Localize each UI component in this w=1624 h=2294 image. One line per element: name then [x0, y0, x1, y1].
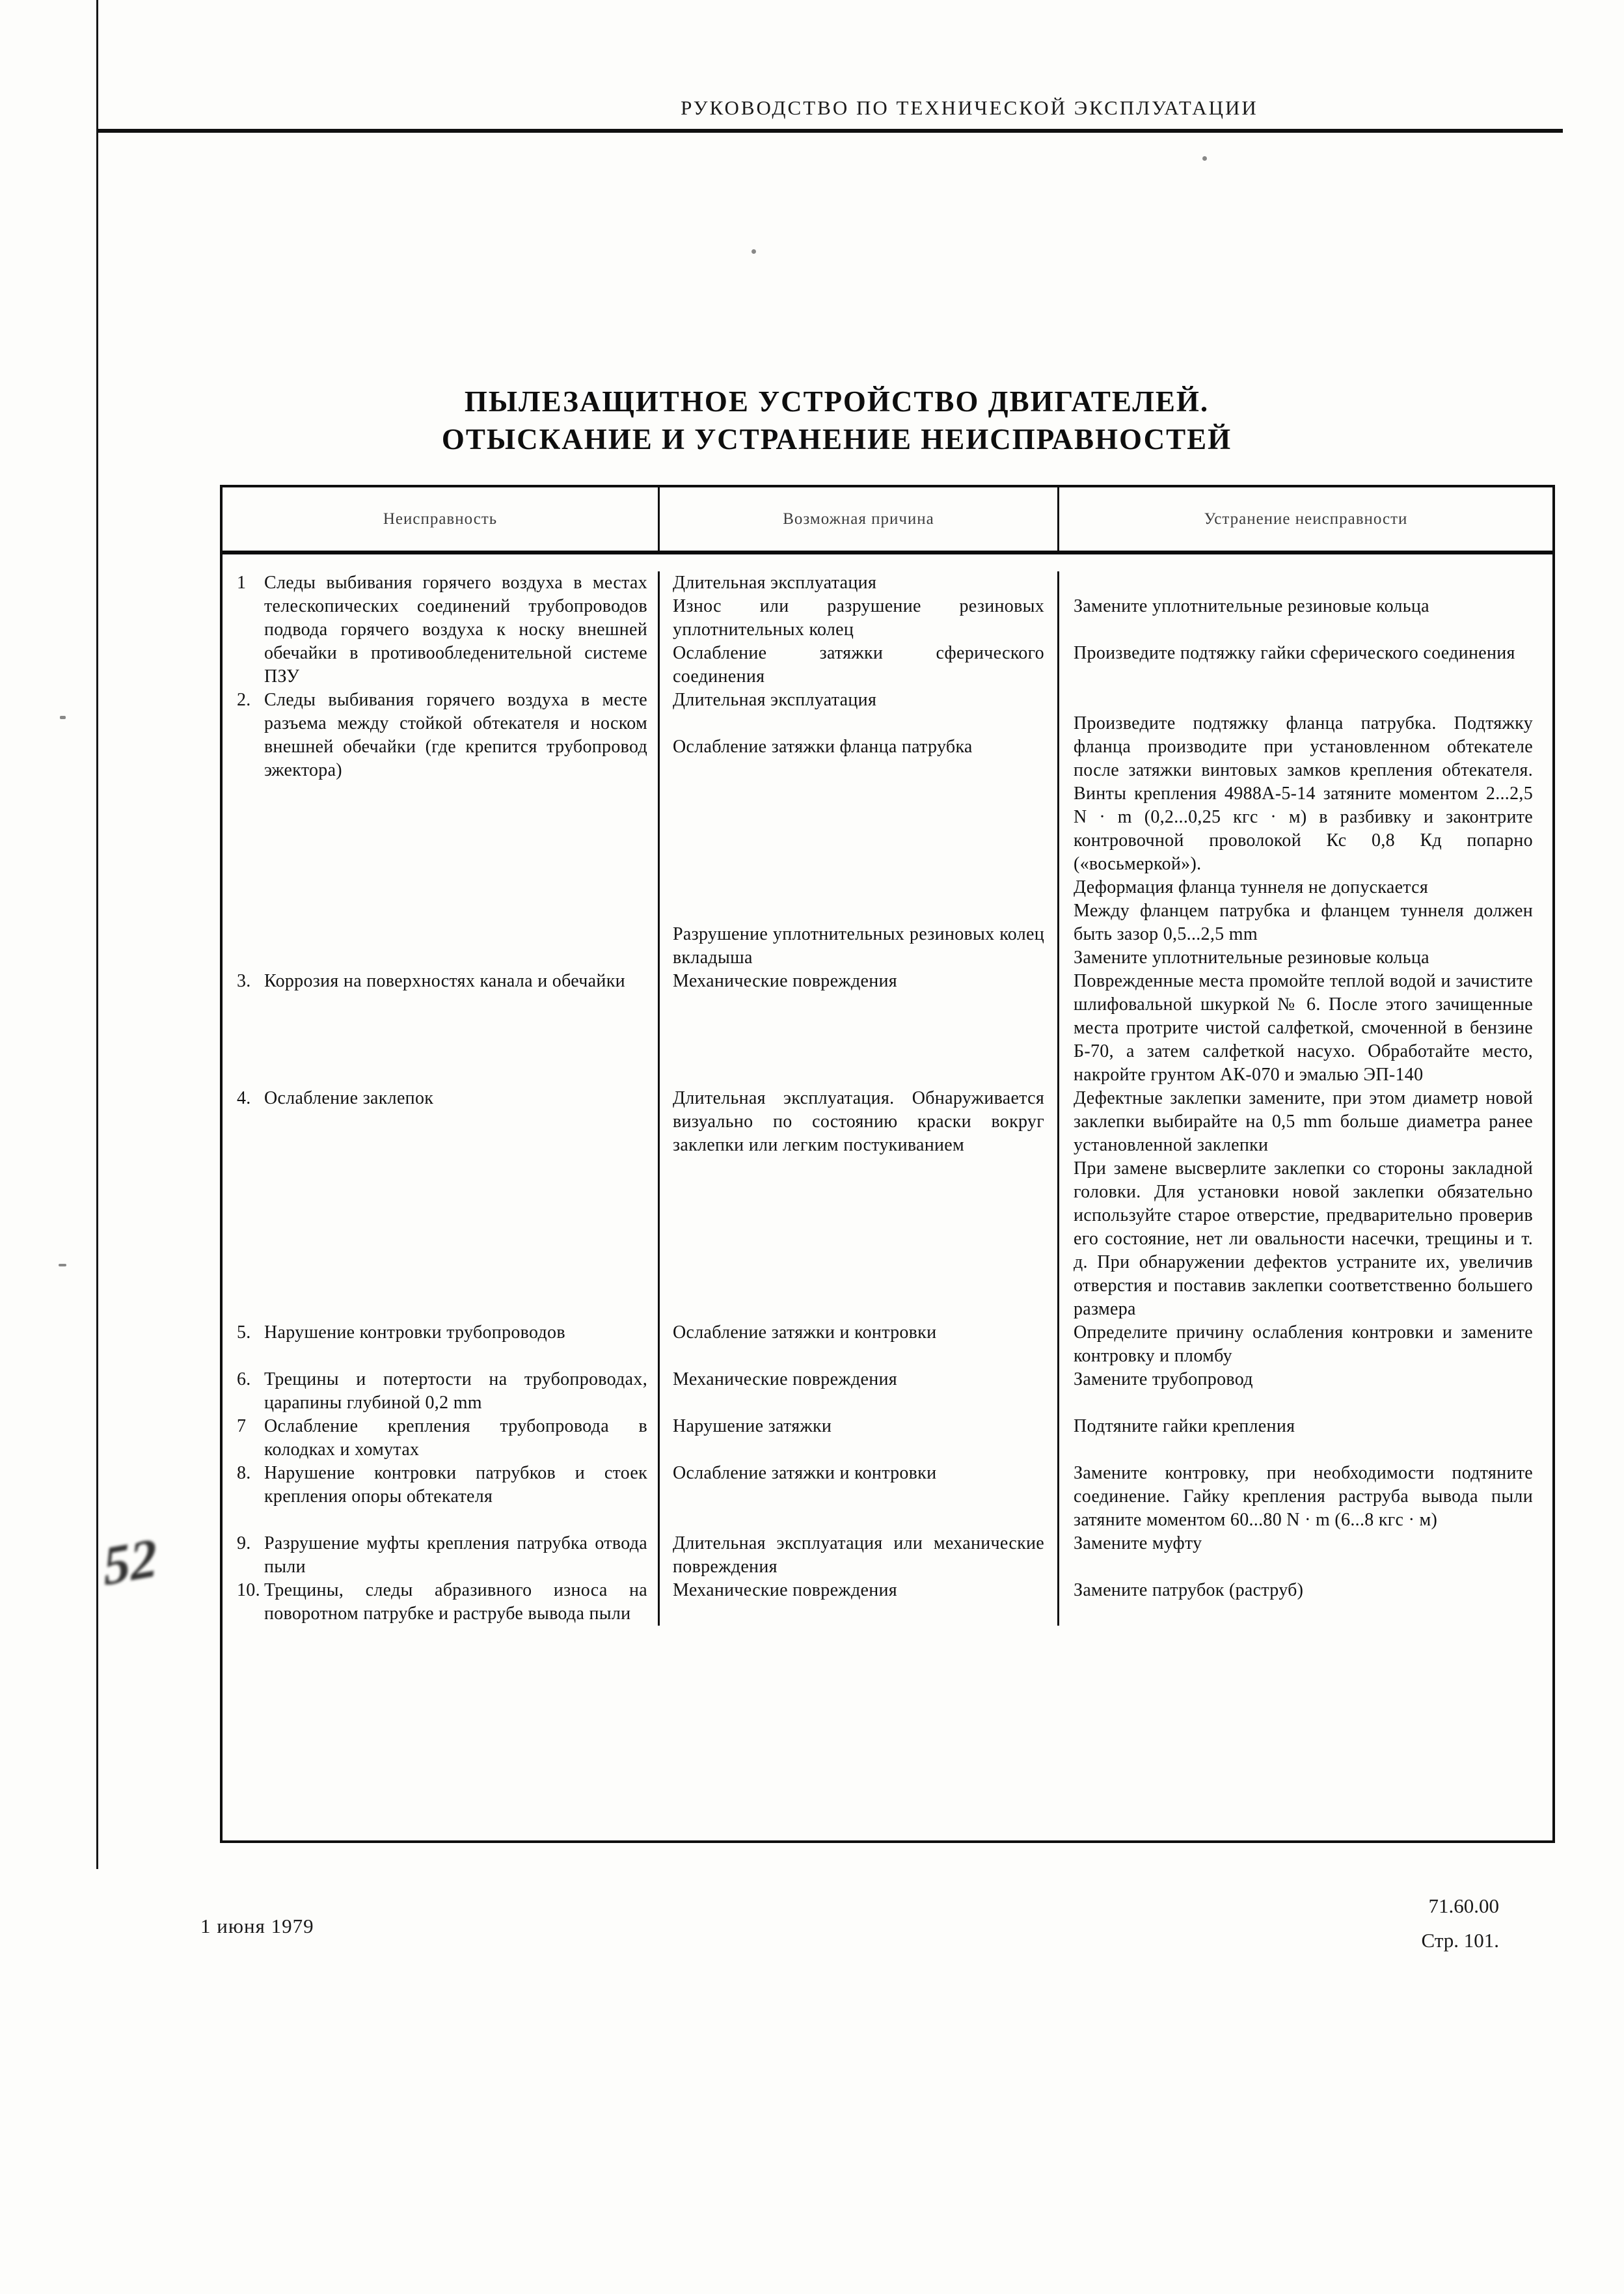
- page-title: [169, 383, 1504, 458]
- remedies-cell: [1059, 689, 1552, 970]
- handwritten-margin-note: 52: [101, 1527, 159, 1598]
- scan-speck: [1202, 156, 1207, 161]
- remedy-paragraph: Замените уплотнительные резиновые кольца: [1074, 948, 1429, 968]
- scan-speck: [751, 249, 756, 254]
- fault-cell: [223, 970, 660, 1087]
- spacer: [673, 782, 1044, 806]
- spacer: [673, 899, 1044, 923]
- cause-paragraph: Ослабление затяжки и контровки: [673, 1463, 937, 1483]
- fault-cell: [223, 1368, 660, 1415]
- cause-paragraph: Ослабление затяжки и контровки: [673, 1322, 937, 1343]
- remedy-paragraph: Дефектные заклепки замените, при этом диаметр новой заклепки выбирайте на 0,5 mm больше диаметра ранее установленной заклепки: [1074, 1088, 1533, 1155]
- scan-speck: [59, 1264, 66, 1266]
- fault-text: Ослабление крепления трубопровода в колодках и хомутах: [264, 1416, 647, 1460]
- spacer: [1074, 618, 1533, 642]
- remedies-cell: [1059, 1368, 1552, 1415]
- causes-cell: [660, 689, 1059, 970]
- table-row: [223, 1321, 1552, 1368]
- fault-text: Коррозия на поверхностях канала и обечайки: [264, 971, 625, 991]
- fault-text: Следы выбивания горячего воздуха в местах телескопических соединений трубопроводов подвода горячего воздуха к носку внешней обечайки в противообледенительной системе ПЗУ: [264, 573, 647, 687]
- fault-cell: [223, 1415, 660, 1462]
- cause-paragraph: Длительная эксплуатация. Обнаруживается визуально по состоянию краски вокруг заклепки или легким постукиванием: [673, 1088, 1044, 1155]
- table-row: [223, 1415, 1552, 1462]
- table-header-row: [223, 487, 1552, 554]
- table-row: [223, 1462, 1552, 1532]
- fault-number: 6.: [237, 1369, 251, 1389]
- column-header-remedy: Устранение неисправности: [1204, 510, 1408, 528]
- remedies-cell: [1059, 1415, 1552, 1462]
- fault-number: 5.: [237, 1322, 251, 1343]
- fault-cell: [223, 1321, 660, 1368]
- remedy-paragraph: Между фланцем патрубка и фланцем туннеля должен быть зазор 0,5...2,5 mm: [1074, 901, 1533, 944]
- cause-paragraph: Длительная эксплуатация или механические повреждения: [673, 1533, 1044, 1577]
- remedies-cell: [1059, 1087, 1552, 1321]
- fault-number: 8.: [237, 1463, 251, 1483]
- doc-number: 71.60.00: [1428, 1894, 1499, 1917]
- causes-cell: [660, 1532, 1059, 1579]
- causes-cell: [660, 1321, 1059, 1368]
- remedies-cell: [1059, 1462, 1552, 1532]
- remedy-paragraph: При замене высверлите заклепки со стороны закладной головки. Для установки новой заклепки обязательно используйте старое отверстие, предварительно проверив его состояние, нет ли овальности насечки, трещины и т. д. При обнаружении дефектов устраните их, увеличив отверстия и поставив заклепки соответственно большего размера: [1074, 1158, 1533, 1319]
- remedy-paragraph: Произведите подтяжку фланца патрубка. Подтяжку фланца производите при установленном обтекателе после затяжки винтовых замков крепления обтекателя. Винты крепления 4988А-5-14 затяните моментом 2...2,5 N · m (0,2...0,25 кгс · м) в разбивку и законтрите контровочной проволокой Кс 0,8 Кд попарно («восьмеркой»).: [1074, 713, 1533, 874]
- cause-paragraph: Разрушение уплотнительных резиновых колец вкладыша: [673, 924, 1044, 968]
- left-margin-rule: [96, 0, 98, 1869]
- causes-cell: [660, 1579, 1059, 1626]
- fault-number: 1: [237, 573, 247, 593]
- fault-number: 2.: [237, 690, 251, 710]
- fault-cell: [223, 571, 660, 689]
- spacer: [1074, 571, 1533, 595]
- fault-text: Следы выбивания горячего воздуха в месте разъема между стойкой обтекателя и носком внешней обечайки (где крепится трубопровод эжектора): [264, 690, 647, 780]
- remedy-paragraph: Произведите подтяжку гайки сферического соединения: [1074, 643, 1515, 663]
- remedy-paragraph: Деформация фланца туннеля не допускается: [1074, 877, 1429, 897]
- remedies-cell: [1059, 571, 1552, 689]
- fault-number: 9.: [237, 1533, 251, 1553]
- table-row: [223, 1368, 1552, 1415]
- header-rule: [98, 129, 1563, 133]
- troubleshooting-table: [220, 485, 1555, 1843]
- remedy-paragraph: Замените уплотнительные резиновые кольца: [1074, 596, 1429, 616]
- cause-paragraph: Длительная эксплуатация: [673, 573, 877, 593]
- running-header: РУКОВОДСТВО ПО ТЕХНИЧЕСКОЙ ЭКСПЛУАТАЦИИ: [681, 96, 1258, 119]
- cause-paragraph: Ослабление затяжки фланца патрубка: [673, 737, 973, 757]
- table-row: [223, 689, 1552, 970]
- page-title-line2: ОТЫСКАНИЕ И УСТРАНЕНИЕ НЕИСПРАВНОСТЕЙ: [441, 423, 1232, 456]
- table-row: [223, 1087, 1552, 1321]
- fault-number: 3.: [237, 971, 251, 991]
- fault-text: Трещины, следы абразивного износа на поворотном патрубке и раструбе вывода пыли: [264, 1580, 647, 1624]
- fault-number: 10.: [237, 1580, 260, 1600]
- fault-cell: [223, 1532, 660, 1579]
- causes-cell: [660, 970, 1059, 1087]
- column-header-cause: Возможная причина: [660, 487, 1059, 551]
- remedy-paragraph: Замените патрубок (раструб): [1074, 1580, 1304, 1600]
- cause-paragraph: Длительная эксплуатация: [673, 690, 877, 710]
- remedies-cell: [1059, 1321, 1552, 1368]
- remedies-cell: [1059, 1579, 1552, 1626]
- causes-cell: [660, 1415, 1059, 1462]
- fault-text: Нарушение контровки трубопроводов: [264, 1322, 565, 1343]
- spacer: [673, 829, 1044, 853]
- remedy-paragraph: Поврежденные места промойте теплой водой и зачистите шлифовальной шкуркой № 6. После этого зачищенные места протрите чистой салфеткой, смоченной в бензине Б-70, а затем салфеткой насухо. Обработайте место, накройте грунтом АК-070 и эмалью ЭП-140: [1074, 971, 1533, 1085]
- spacer: [673, 876, 1044, 899]
- spacer: [673, 806, 1044, 829]
- fault-cell: [223, 1087, 660, 1321]
- spacer: [673, 712, 1044, 735]
- causes-cell: [660, 1462, 1059, 1532]
- cause-paragraph: Износ или разрушение резиновых уплотнительных колец: [673, 596, 1044, 640]
- fault-text: Разрушение муфты крепления патрубка отвода пыли: [264, 1533, 647, 1577]
- scan-speck: [60, 716, 66, 719]
- table-body: [223, 554, 1552, 1626]
- cause-paragraph: Нарушение затяжки: [673, 1416, 832, 1436]
- column-header-fault: Неисправность: [223, 487, 660, 551]
- remedies-cell: [1059, 1532, 1552, 1579]
- table-row: [223, 1532, 1552, 1579]
- table-row: [223, 571, 1552, 689]
- causes-cell: [660, 1368, 1059, 1415]
- fault-number: 4.: [237, 1088, 251, 1108]
- table-row: [223, 970, 1552, 1087]
- fault-cell: [223, 1579, 660, 1626]
- remedy-paragraph: Подтяните гайки крепления: [1074, 1416, 1295, 1436]
- cause-paragraph: Механические повреждения: [673, 1369, 897, 1389]
- fault-cell: [223, 1462, 660, 1532]
- remedy-paragraph: Замените муфту: [1074, 1533, 1202, 1553]
- remedy-paragraph: Определите причину ослабления контровки и замените контровку и пломбу: [1074, 1322, 1533, 1366]
- footer-date: 1 июня 1979: [200, 1915, 314, 1937]
- fault-text: Трещины и потертости на трубопроводах, царапины глубиной 0,2 mm: [264, 1369, 647, 1413]
- fault-number: 7: [237, 1416, 247, 1436]
- page-number: Стр. 101.: [1421, 1929, 1499, 1952]
- remedy-paragraph: Замените трубопровод: [1074, 1369, 1253, 1389]
- causes-cell: [660, 571, 1059, 689]
- page-title-line1: ПЫЛЕЗАЩИТНОЕ УСТРОЙСТВО ДВИГАТЕЛЕЙ.: [464, 385, 1210, 418]
- footer-reference: [1422, 1889, 1499, 1958]
- spacer: [673, 759, 1044, 782]
- spacer: [673, 853, 1044, 876]
- table-row: [223, 1579, 1552, 1626]
- causes-cell: [660, 1087, 1059, 1321]
- cause-paragraph: Механические повреждения: [673, 971, 897, 991]
- spacer: [1074, 689, 1533, 712]
- cause-paragraph: Механические повреждения: [673, 1580, 897, 1600]
- remedies-cell: [1059, 970, 1552, 1087]
- cause-paragraph: Ослабление затяжки сферического соединения: [673, 643, 1044, 687]
- fault-cell: [223, 689, 660, 970]
- fault-text: Ослабление заклепок: [264, 1088, 434, 1108]
- fault-text: Нарушение контровки патрубков и стоек крепления опоры обтекателя: [264, 1463, 647, 1507]
- remedy-paragraph: Замените контровку, при необходимости подтяните соединение. Гайку крепления раструба вывода пыли затяните моментом 60...80 N · m (6...8 кгс · м): [1074, 1463, 1533, 1530]
